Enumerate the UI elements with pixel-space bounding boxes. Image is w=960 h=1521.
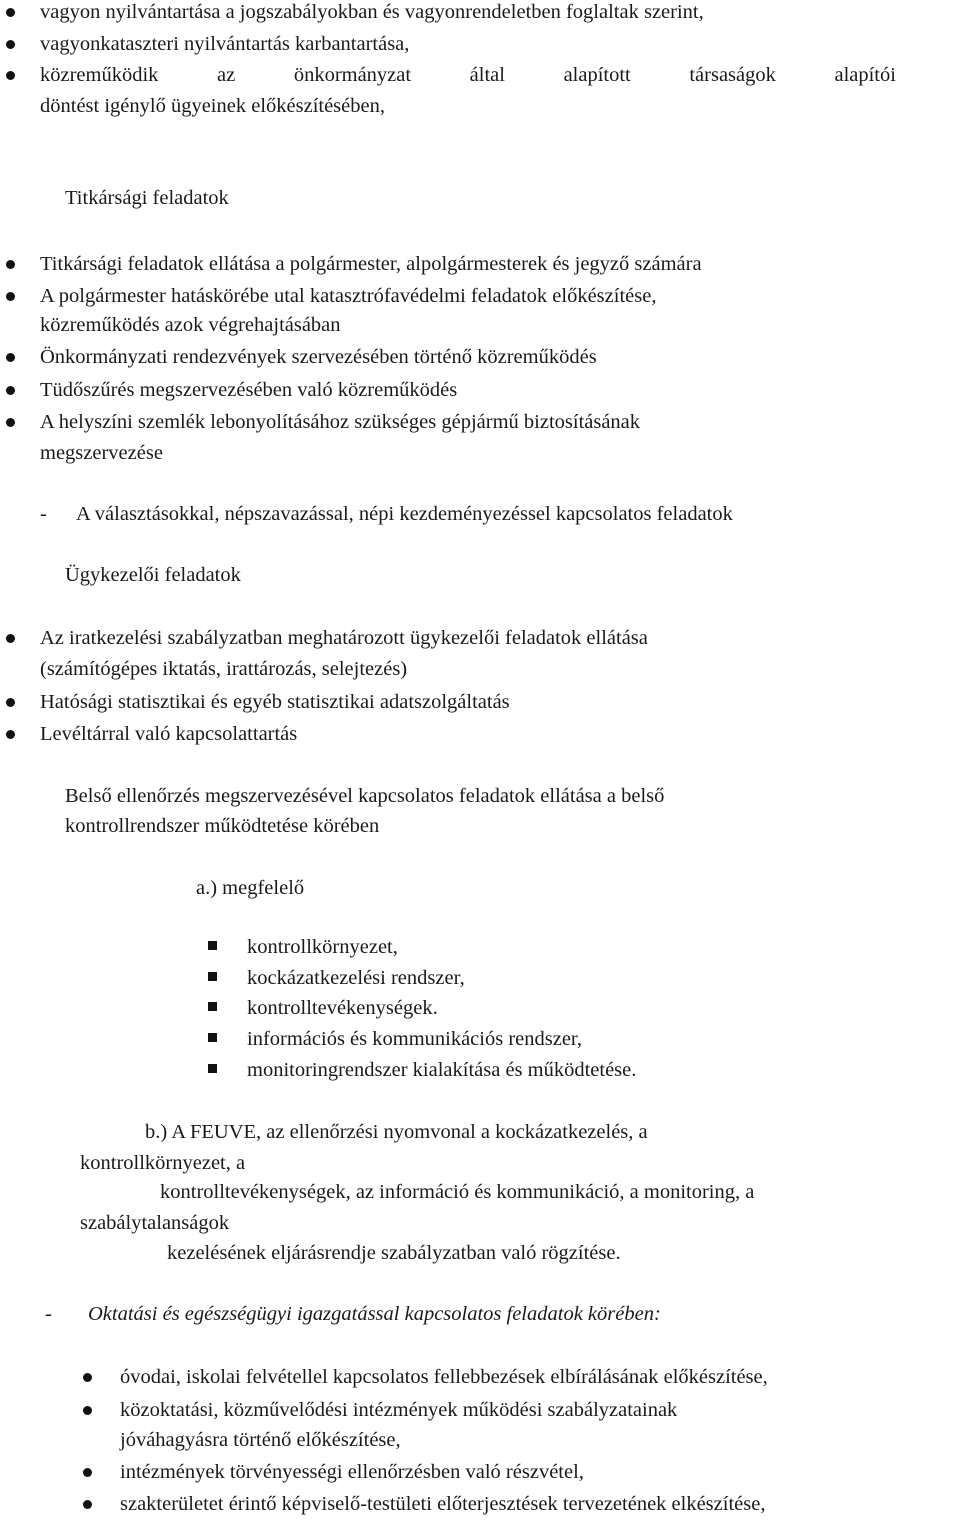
square-bullet-icon [208,1002,217,1011]
bullet-icon [83,1500,92,1509]
list-item: intézmények törvényességi ellenőrzésben való részvétel, [120,1461,584,1483]
list-item: Titkársági feladatok ellátása a polgármester, alpolgármesterek és jegyző számára [40,253,702,275]
bullet-icon [6,634,15,643]
bullet-icon [6,386,15,395]
list-item: vagyonkataszteri nyilvántartás karbantartása, [40,33,410,55]
square-bullet-icon [208,941,217,950]
justified-word: alapított [563,64,631,86]
dash-marker: - [40,503,47,525]
square-bullet-icon [208,972,217,981]
justified-word: által [469,64,505,86]
sub-paragraph-b-line: szabálytalanságok [80,1212,230,1234]
list-item: szakterületet érintő képviselő-testületi előterjesztések tervezetének elkészítése, [120,1493,766,1515]
list-item: óvodai, iskolai felvétellel kapcsolatos fellebbezések elbírálásának előkészítése, [120,1366,768,1388]
audit-paragraph-line: kontrollrendszer működtetése körében [65,815,380,837]
sub-heading-a: a.) megfelelő [196,877,305,899]
list-item [40,63,896,87]
justified-word: önkormányzat [293,64,412,86]
bullet-icon [6,698,15,707]
list-item: Az iratkezelési szabályzatban meghatározott ügykezelői feladatok ellátása [40,627,648,649]
list-item-continuation: (számítógépes iktatás, irattározás, selejtezés) [40,658,408,680]
bullet-icon [6,8,15,17]
list-item: Önkormányzati rendezvények szervezésében történő közreműködés [40,346,597,368]
list-item: információs és kommunikációs rendszer, [247,1028,583,1050]
square-bullet-icon [208,1064,217,1073]
bullet-icon [6,292,15,301]
list-item-continuation: közreműködés azok végrehajtásában [40,314,341,336]
sub-paragraph-b-line: b.) A FEUVE, az ellenőrzési nyomvonal a kockázatkezelés, a [145,1121,648,1143]
list-item: kockázatkezelési rendszer, [247,967,465,989]
section-heading: Oktatási és egészségügyi igazgatással kapcsolatos feladatok körében: [88,1303,661,1325]
bullet-icon [6,418,15,427]
justified-word: közreműködik [40,64,159,86]
bullet-icon [6,260,15,269]
list-item: közoktatási, közművelődési intézmények működési szabályzatainak [120,1399,678,1421]
bullet-icon [6,353,15,362]
list-item: Hatósági statisztikai és egyéb statisztikai adatszolgáltatás [40,691,510,713]
list-item-continuation: döntést igénylő ügyeinek előkészítésében, [40,95,385,117]
justified-word: alapítói [834,64,896,86]
list-item: vagyon nyilvántartása a jogszabályokban és vagyonrendeletben foglaltak szerint, [40,1,704,23]
list-item: A polgármester hatáskörébe utal katasztrófavédelmi feladatok előkészítése, [40,285,657,307]
list-item-continuation: megszervezése [40,442,163,464]
list-item: Levéltárral való kapcsolattartás [40,723,298,745]
list-item: kontrolltevékenységek. [247,997,438,1019]
bullet-icon [6,40,15,49]
list-item-continuation: jóváhagyásra történő előkészítése, [120,1429,401,1451]
square-bullet-icon [208,1033,217,1042]
list-item: kontrollkörnyezet, [247,936,398,958]
section-heading: Ügykezelői feladatok [65,564,241,586]
bullet-icon [6,71,15,80]
sub-paragraph-b-line: kontrollkörnyezet, a [80,1152,246,1174]
dash-marker: - [45,1303,52,1325]
justified-word: az [217,64,236,86]
list-item: Tüdőszűrés megszervezésében való közreműködés [40,379,458,401]
bullet-icon [83,1406,92,1415]
elections-item: A választásokkal, népszavazással, népi kezdeményezéssel kapcsolatos feladatok [76,503,733,525]
audit-paragraph-line: Belső ellenőrzés megszervezésével kapcsolatos feladatok ellátása a belső [65,785,665,807]
justified-word: társaságok [689,64,776,86]
sub-paragraph-b-line: kontrolltevékenységek, az információ és kommunikáció, a monitoring, a [160,1181,755,1203]
section-heading: Titkársági feladatok [65,187,229,209]
list-item: monitoringrendszer kialakítása és működtetése. [247,1059,637,1081]
bullet-icon [83,1468,92,1477]
bullet-icon [83,1373,92,1382]
sub-paragraph-b-line: kezelésének eljárásrendje szabályzatban való rögzítése. [167,1242,621,1264]
list-item: A helyszíni szemlék lebonyolításához szükséges gépjármű biztosításának [40,411,641,433]
bullet-icon [6,730,15,739]
